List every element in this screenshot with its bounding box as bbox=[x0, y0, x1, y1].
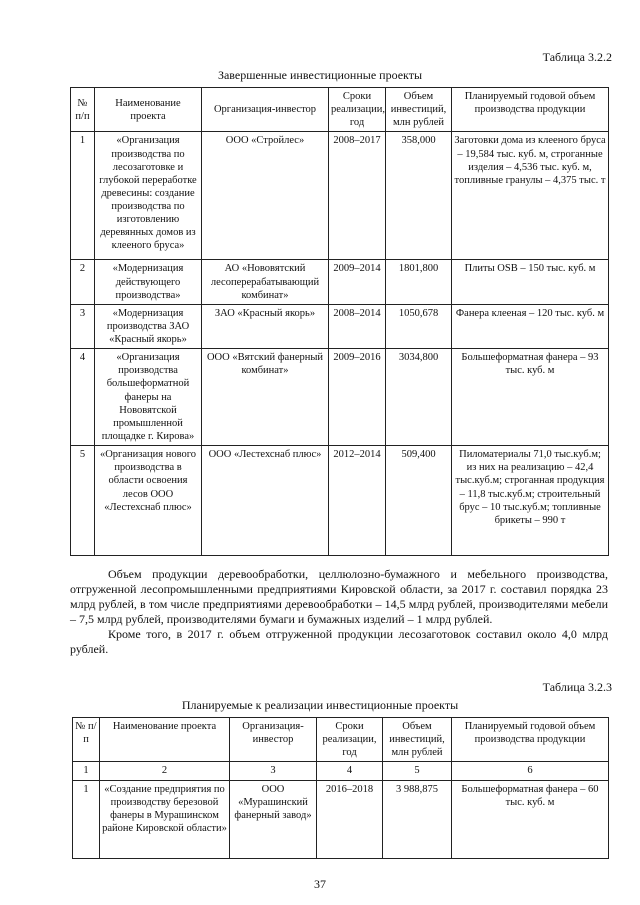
column-number-row bbox=[73, 762, 609, 780]
column-header: Организация-инвестор bbox=[230, 718, 317, 762]
table-row bbox=[73, 780, 609, 858]
column-header: Объем инвестиций, млн рублей bbox=[383, 718, 452, 762]
table-cell: 358,000 bbox=[386, 132, 452, 260]
table-row bbox=[71, 446, 609, 556]
paragraph: Объем продукции деревообработки, целлюлозно-бумажного и мебельного производства, отгруженной лесопромышленными предприятиями Кировской области, за 2017 г. составил порядка 23 млрд рублей, в том числе предприятиями деревообработки – 14,5 млрд рублей, производителями мебели – 7,5 млрд рублей, производителями бумаги и бумажных изделий – 1 млрд рублей. bbox=[70, 567, 608, 626]
column-header: Организация-инвестор bbox=[202, 88, 329, 132]
table-cell: 1 bbox=[71, 132, 95, 260]
completed-projects-table bbox=[70, 87, 609, 556]
table-cell: Пиломатериалы 71,0 тыс.куб.м; из них на реализацию – 42,4 тыс.куб.м; строганная продукция – 11,8 тыс.куб.м; строительный брус – 10 тыс.куб.м; топливные брикеты – 990 т bbox=[452, 446, 609, 556]
column-number: 2 bbox=[100, 762, 230, 780]
column-number: 6 bbox=[452, 762, 609, 780]
table-cell: 2 bbox=[71, 260, 95, 304]
table-cell: «Модернизация производства ЗАО «Красный якорь» bbox=[95, 304, 202, 348]
table2-caption: Таблица 3.2.3 bbox=[542, 680, 612, 694]
table-cell: «Модернизация действующего производства» bbox=[95, 260, 202, 304]
column-number: 1 bbox=[73, 762, 100, 780]
planned-projects-table bbox=[72, 717, 609, 859]
table1-title: Завершенные инвестиционные проекты bbox=[217, 68, 423, 82]
table-cell: 2008–2014 bbox=[329, 304, 386, 348]
table-cell: «Организация производства большеформатной фанеры на Нововятской промышленной площадке г. Кирова» bbox=[95, 349, 202, 446]
table-cell: 1801,800 bbox=[386, 260, 452, 304]
table-cell: 3034,800 bbox=[386, 349, 452, 446]
table-cell: 2016–2018 bbox=[317, 780, 383, 858]
table-cell: 1 bbox=[73, 780, 100, 858]
table-cell: «Создание предприятия по производству березовой фанеры в Мурашинском районе Кировской области» bbox=[100, 780, 230, 858]
column-header: Наименование проекта bbox=[95, 88, 202, 132]
table-cell: Большеформатная фанера – 60 тыс. куб. м bbox=[452, 780, 609, 858]
table2-title: Планируемые к реализации инвестиционные проекты bbox=[181, 698, 459, 712]
table1-caption: Таблица 3.2.2 bbox=[542, 50, 612, 64]
table-header-row bbox=[71, 88, 609, 132]
table-cell: 2012–2014 bbox=[329, 446, 386, 556]
table-cell: ЗАО «Красный якорь» bbox=[202, 304, 329, 348]
column-header: Планируемый годовой объем производства продукции bbox=[452, 88, 609, 132]
table-cell: 2008–2017 bbox=[329, 132, 386, 260]
table-cell: 5 bbox=[71, 446, 95, 556]
column-header: Объем инвестиций, млн рублей bbox=[386, 88, 452, 132]
table-cell: 509,400 bbox=[386, 446, 452, 556]
body-text bbox=[70, 567, 608, 657]
page-number: 37 bbox=[314, 877, 326, 891]
column-header: Сроки реализации, год bbox=[317, 718, 383, 762]
table-row bbox=[71, 260, 609, 304]
table-row bbox=[71, 304, 609, 348]
table-cell: 4 bbox=[71, 349, 95, 446]
table-cell: Плиты OSB – 150 тыс. куб. м bbox=[452, 260, 609, 304]
column-header: № п/п bbox=[73, 718, 100, 762]
table-cell: 2009–2014 bbox=[329, 260, 386, 304]
table-cell: ООО «Лестехснаб плюс» bbox=[202, 446, 329, 556]
table-cell: Большеформатная фанера – 93 тыс. куб. м bbox=[452, 349, 609, 446]
table-row bbox=[71, 349, 609, 446]
column-header: Планируемый годовой объем производства продукции bbox=[452, 718, 609, 762]
table-cell: АО «Нововятский лесоперерабатывающий комбинат» bbox=[202, 260, 329, 304]
table-row bbox=[71, 132, 609, 260]
table-cell: ООО «Мурашинский фанерный завод» bbox=[230, 780, 317, 858]
column-header: Сроки реализации, год bbox=[329, 88, 386, 132]
column-number: 4 bbox=[317, 762, 383, 780]
table-cell: Заготовки дома из клееного бруса – 19,584 тыс. куб. м, строганные изделия – 4,536 тыс. куб. м, топливные гранулы – 4,375 тыс. т bbox=[452, 132, 609, 260]
table-cell: 1050,678 bbox=[386, 304, 452, 348]
table-cell: ООО «Стройлес» bbox=[202, 132, 329, 260]
table-header-row bbox=[73, 718, 609, 762]
table-cell: «Организация производства по лесозаготовке и глубокой переработке древесины: создание производства по изготовлению деревянных домов из клееного бруса» bbox=[95, 132, 202, 260]
paragraph: Кроме того, в 2017 г. объем отгруженной продукции лесозаготовок составил около 4,0 млрд рублей. bbox=[70, 627, 608, 656]
table-cell: 2009–2016 bbox=[329, 349, 386, 446]
table-cell: ООО «Вятский фанерный комбинат» bbox=[202, 349, 329, 446]
table-cell: 3 bbox=[71, 304, 95, 348]
table-cell: «Организация нового производства в области освоения лесов ООО «Лестехснаб плюс» bbox=[95, 446, 202, 556]
table-cell: Фанера клееная – 120 тыс. куб. м bbox=[452, 304, 609, 348]
column-header: Наименование проекта bbox=[100, 718, 230, 762]
column-header: № п/п bbox=[71, 88, 95, 132]
column-number: 3 bbox=[230, 762, 317, 780]
table-cell: 3 988,875 bbox=[383, 780, 452, 858]
column-number: 5 bbox=[383, 762, 452, 780]
